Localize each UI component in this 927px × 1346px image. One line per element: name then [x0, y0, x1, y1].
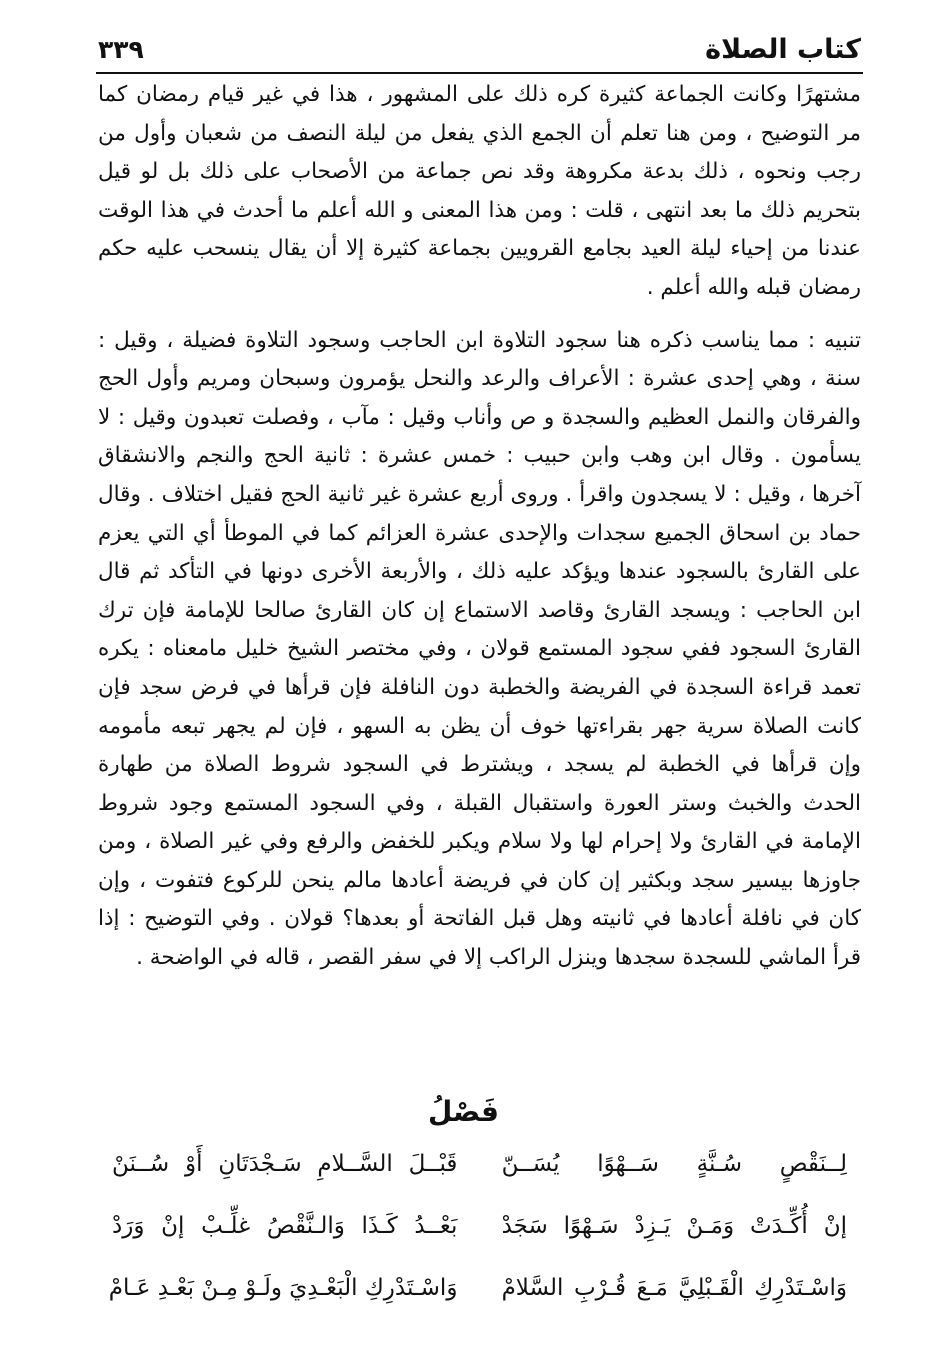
poem-verse	[112, 1140, 847, 1188]
header-divider	[96, 72, 863, 74]
verse-first-hemistich: إنْ أُكِّـدَتْ وَمَـنْ يَـزِدْ سَـهْوًا سَجَدْ	[501, 1213, 847, 1239]
verse-first-hemistich: وَاسْـتَدْرِكِ الْقَـبْلِيَّ مَـعَ قُـرْبِ السَّلامْ	[501, 1275, 847, 1301]
section-heading: فَصْلُ	[428, 1095, 499, 1128]
page-header	[98, 28, 861, 68]
poem-verse	[112, 1202, 847, 1250]
paragraph: مشتهرًا وكانت الجماعة كثيرة كره ذلك على المشهور ، هذا في غير قيام رمضان كما مر التوضيح ، ومن هنا تعلم أن الجمع الذي يفعل من ليلة النصف من شعبان وأول من رجب ونحوه ، ذلك بدعة مكروهة وقد نص جماعة من الأصحاب على ذلك بل لو قيل بتحريم ذلك ما بعد انتهى ، قلت : ومن هذا المعنى و الله أعلم ما أحدث في هذا الوقت عندنا من إحياء ليلة العيد بجامع القرويين بجماعة كثيرة إلا أن يقال ينسحب عليه حكم رمضان قبله والله أعلم .	[98, 82, 861, 300]
body-text	[98, 76, 861, 978]
verse-second-hemistich: قَبْــلَ السَّــلامِ سَـجْدَتَانِ أَوْ سُــنَنْ	[112, 1151, 458, 1177]
running-title: كتاب الصلاة	[705, 34, 861, 65]
poem	[108, 1140, 847, 1326]
paragraph: تنبيه : مما يناسب ذكره هنا سجود التلاوة ابن الحاجب وسجود التلاوة فضيلة ، وقيل : سنة ، وهي إحدى عشرة : الأعراف والرعد والنحل يؤمرون وسبحان ومريم وأول الحج والفرقان والنمل العظيم والسجدة و ص وأناب وقيل : مآب ، وفصلت تعبدون وقيل : لا يسأمون . وقال ابن وهب وابن حبيب : خمس عشرة : ثانية الحج والنجم والانشقاق آخرها ، وقيل : لا يسجدون واقرأ . وروى أربع عشرة غير ثانية الحج فقيل اختلاف . وقال حماد بن اسحاق الجميع سجدات والإحدى عشرة العزائم كما في الموطأ أي التي يعزم على القارئ بالسجود عندها ويؤكد عليه ذلك ، والأربعة الأخرى دونها في التأكد ثم قال ابن الحاجب : ويسجد القارئ وقاصد الاستماع إن كان القارئ صالحا للإمامة فإن ترك القارئ السجود ففي سجود المستمع قولان ، وفي مختصر الشيخ خليل مامعناه : يكره تعمد قراءة السجدة في الفريضة والخطبة دون النافلة فإن قرأها في فرض سجد فإن كانت الصلاة سرية جهر بقراءتها خوف أن يظن به السهو ، فإن لم يجهر تبعه مأمومه وإن قرأها في الخطبة لم يسجد ، ويشترط في السجود شروط الصلاة من طهارة الحدث والخبث وستر العورة واستقبال القبلة ، وفي السجود المستمع وجود شروط الإمامة في القارئ ولا إحرام لها ولا سلام ويكبر للخفض والرفع وفي غير الصلاة ، ومن جاوزها بيسير سجد وبكثير إن كان في فريضة أعادها مالم ينحن للركوع فتفوت ، وإن كان في نافلة أعادها في ثانيته وهل قبل الفاتحة أو بعدها؟ قولان . وفي التوضيح : إذا قرأ الماشي للسجدة سجدها وينزل الراكب إلا في سفر القصر ، قاله في الواضحة .	[98, 327, 861, 971]
verse-second-hemistich: بَعْــدُ كَـذَا وَالـنَّقْصُ غلِّـبْ إنْ وَرَدْ	[112, 1213, 458, 1239]
verse-first-hemistich: لِــنَقْصٍ سُـنَّةٍ سَــهْوًا يُسَــنّ	[501, 1151, 847, 1177]
verse-second-hemistich: وَاسْـتَدْرِكِ الْبَعْـدِيَ ولَـوْ مِـنْ بَعْـدِ عَـامْ	[108, 1275, 458, 1301]
page-number: ٣٣٩	[98, 35, 144, 64]
poem-verse	[108, 1264, 847, 1312]
